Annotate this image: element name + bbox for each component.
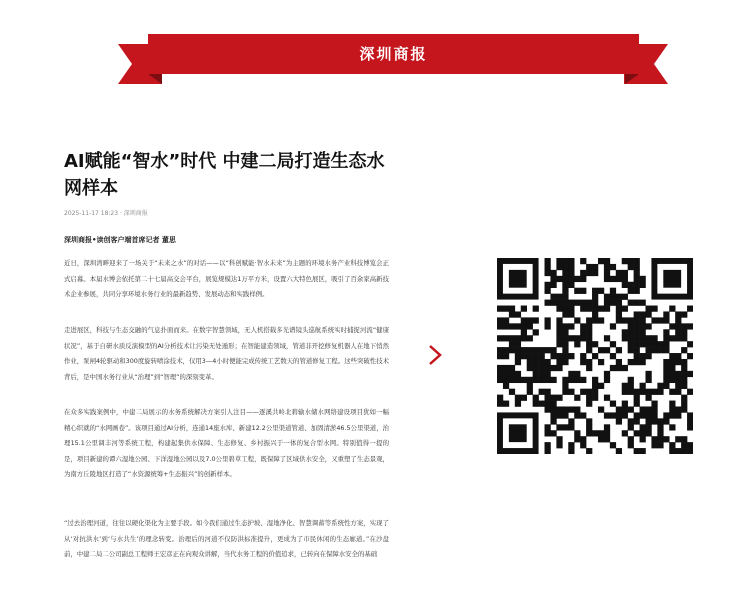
brand-title: 深圳商报 bbox=[359, 45, 428, 63]
article-paragraph: “过去治理河道，往往以硬化渠化为主要手段。如今我们通过生态护坡、湿地净化、智慧调蓄等系统性方案，实现了从‘对抗洪水’到‘与水共生’的理念转变。治理后的河道不仅防洪标准提升，更成为了市民休闲的生态廊道。”在沙盘前，中建二局二公司副总工程师王宏彦正在向观众讲解，当代水务工程的价值追求，已转向在保障水安全的基础 bbox=[64, 519, 389, 558]
qr-code bbox=[497, 258, 693, 454]
article-paragraph: 走进展区，科技与生态交融的气息扑面而来。在数字智慧领域，无人机搭载多光谱镜头巡航系统实时捕捉河流“健康状况”，基于自研水质反演模型的AI分析技术让污染无处遁形；在智能建造领域，管道非开挖修复机器人在地下悄然作业，泵闸4轮驱动和300度旋转喷涂技术，仅用3—4小时便能完成传统工艺数天的管道修复工程。这些突破性技术背后，是中国水务行业从“治理”到“智理”的深刻变革。 bbox=[64, 326, 389, 381]
ribbon-fold-left bbox=[148, 74, 162, 84]
article-byline: 深圳商报•读创客户端首席记者 董思 bbox=[64, 236, 176, 244]
chevron-right-icon[interactable] bbox=[424, 344, 446, 366]
article-meta: 2025-11-17 18:23 · 深圳商报 bbox=[64, 210, 148, 217]
article-paragraph: 在众多实践案例中，中建二局展示的水务系统解决方案引人注目——逐溪共岭北碧输水储水网络建设项目犹如一幅精心织就的“水网画卷”。该项目通过AI分析，连通14座水库、新建12.2公里渠道管道、加固清淤46.5公里渠道，治理15.1公里调丰河等系统工程，构建起集供水保障、生态修复、乡村振兴于一体的复合型水网。特别值得一提的是，项目新建的谭六湿地公园、下洋湿地公园以及7.0公里碧草工程，既保障了区域供水安全，又重塑了生态景观，为南方丘陵地区打造了“水资源统筹+生态振兴”的创新样本。 bbox=[64, 408, 389, 478]
article-paragraph: 近日，深圳湾畔迎来了一场关于“未来之水”的对话——以“科创赋能·智水未来”为主题的环境水务产业科技博览会正式启幕。本届水博会依托第二十七届高交会平台，展览规模达1万平方米，设置六大特色展区，吸引了百余家高新技术企业参展，共同分享环境水务行业的最新趋势、发展动态和实践样例。 bbox=[64, 259, 389, 298]
article-title: AI赋能“智水”时代 中建二局打造生态水网样本 bbox=[64, 151, 385, 199]
ribbon-fold-right bbox=[625, 74, 639, 84]
